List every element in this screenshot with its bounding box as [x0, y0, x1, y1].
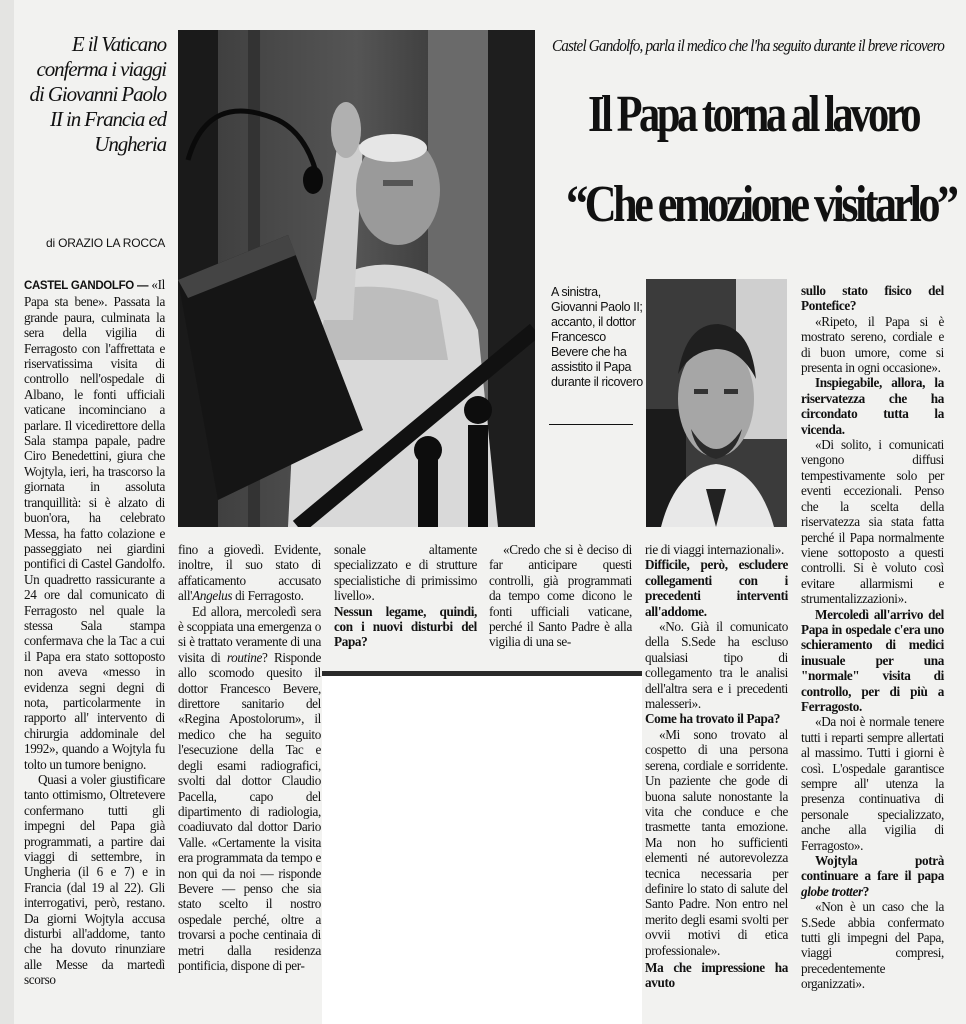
article-column-4	[489, 542, 632, 650]
col2-paragraph-1: fino a giovedì. Evidente, inoltre, il suo stato di affaticamento accusato all'	[178, 542, 321, 604]
dateline: CASTEL GANDOLFO —	[24, 280, 149, 292]
article-column-5	[645, 542, 788, 991]
col2-paragraph-2a: Ed allora, mercoledì sera è scoppiata una emergenza o si è trattato veramente di una visita di	[178, 603, 321, 665]
col2-routine: routine	[226, 649, 263, 665]
col5-question-2: Come ha trovato il Papa?	[645, 711, 780, 727]
byline: di ORAZIO LA ROCCA	[46, 236, 166, 250]
article-column-1	[24, 277, 165, 988]
col3-question-1: Nessun legame, quindi, con i nuovi disturbi del Papa?	[334, 603, 477, 650]
kicker: Castel Gandolfo, parla il medico che l'ha seguito durante il breve ricovero	[552, 36, 944, 55]
col5-paragraph-1: rie di viaggi internazionali».	[645, 542, 784, 557]
col2-angelus: Angelus	[192, 588, 233, 604]
col5-paragraph-2: «No. Già il comunicato della S.Sede ha escluso qualsiasi tipo di collegamento tra le analisi dell'altra sera e i precedenti malesseri».	[645, 619, 788, 712]
col2-paragraph-2b: ? Risponde allo scomodo quesito il dottor Francesco Bevere, direttore sanitario del «Regina Apostolorum», il medico che ha seguito l'esecuzione della Tac e degli esami radiografici, svolti dal dottor Claudio Pacella, capo del dipartimento di radiologia, coadiuvato dal dottor Dario Valle. «Certamente la visita era programmata da tempo e non qui da noi — risponde Bevere — penso che sia stato scelto il nostro ospedale perché, oltre a trovarsi a poche centinaia di metri dalla residenza pontificia, dispone di per-	[178, 649, 321, 973]
article-column-3	[334, 542, 477, 650]
article-column-2	[178, 542, 321, 973]
col5-question-3: Ma che impressione ha avuto	[645, 959, 788, 991]
caption-rule	[549, 424, 633, 425]
col6-question-1: Inspiegabile, allora, la riservatezza che ha circondato tutta la vicenda.	[801, 375, 944, 437]
col6-paragraph-3: «Da noi è normale tenere tutti i reparti sempre allertati al massimo. Tutti i giorni è così. L'ospedale garantisce sempre all' utenza la presenza continuativa di personale specializzato, anche alla vigilia di Ferragosto».	[801, 714, 944, 853]
col4-paragraph-1: «Credo che si è deciso di far anticipare questi controlli, già programmati da tempo come dicono le fonti ufficiali vaticane, perché il Santo Padre è alla vigilia di una se-	[489, 542, 632, 650]
page-edge	[0, 0, 14, 1024]
col6-question-3b: ?	[862, 883, 869, 899]
pope-photo-illustration	[178, 30, 535, 527]
side-headline: E il Vaticano conferma i viaggi di Giovanni Paolo II in Francia ed Ungheria	[29, 32, 166, 156]
col5-paragraph-3: «Mi sono trovato al cospetto di una persona serena, cordiale e sorridente. Un paziente che gode di buona salute nonostante la vita che conduce e che trasmette tanta emozione. Ma non ho sufficienti elementi né autorevolezza tecnica necessaria per definire lo stato di salute del Santo Padre. Non entro nel merito degli esami svolti per ovvii motivi di etica professionale».	[645, 726, 788, 958]
col6-question-2: Mercoledì all'arrivo del Papa in ospedale c'era uno schieramento di medici inusuale per una "normale" visita di controllo, per di più a Ferragosto.	[801, 606, 944, 714]
photo-caption: A sinistra, Giovanni Paolo II; accanto, il dottor Francesco Bevere che ha assistito il Papa durante il ricovero	[551, 285, 643, 389]
col2-paragraph-1-end: di Ferragosto.	[232, 588, 304, 604]
col6-question-0: sullo stato fisico del Pontefice?	[801, 283, 944, 314]
blank-area	[322, 676, 642, 1024]
headline-line-2: “Che emozione visitarlo”	[566, 176, 956, 233]
col6-globe-trotter: globe trotter	[801, 883, 863, 899]
doctor-photo-illustration	[646, 279, 787, 527]
col6-paragraph-2: «Di solito, i comunicati vengono diffusi tempestivamente solo per eventi eccezionali. Penso che la scelta della riservatezza sia stata fatta perché il Papa normalmente viene sottoposto a questi controlli. Si è voluto così evitare allarmismi e strumentalizzazioni».	[801, 437, 944, 607]
col6-question-3a: Wojtyla potrà continuare a fare il papa	[801, 853, 944, 884]
col6-paragraph-1: «Ripeto, il Papa si è mostrato sereno, cordiale e di buon umore, come si presenta in ogni occasione».	[801, 313, 944, 376]
pope-photo	[178, 30, 535, 527]
col3-paragraph-1: sonale altamente specializzato e di strutture specialistiche di primissimo livello».	[334, 542, 477, 604]
headline-line-1: Il Papa torna al lavoro	[588, 86, 919, 143]
col1-paragraph-2: Quasi a voler giustificare tanto ottimismo, Oltretevere confermano tutti gli impegni del Papa già programmati, a partire dai viaggi di settembre, in Ungheria (il 6 e 7) e in Francia (dal 19 al 22). Gli interrogativi, però, restano. Da giorni Wojtyla accusa disturbi all'addome, tanto che ha dovuto rinunziare alle Messe da martedì scorso	[24, 772, 165, 988]
doctor-photo	[646, 279, 787, 527]
article-column-6	[801, 283, 944, 992]
col6-paragraph-4: «Non è un caso che la S.Sede abbia confermato tutti gli impegni del Papa, viaggi compresi, precedentemente organizzati».	[801, 899, 944, 992]
col1-paragraph-1: «Il Papa sta bene». Passata la grande paura, culminata la sera della vigilia di Ferragosto con l'affrettata e riservatissima visita di controllo nell'ospedale di Albano, le fonti ufficiali vaticane incominciano a parlare. Il vicedirettore della Sala stampa papale, padre Ciro Benedettini, giura che Wojtyla, ieri, ha trascorso la giornata in assoluta tranquillità: si è alzato di buon'ora, ha celebrato Messa, ha fatto colazione e passeggiato nei giardini pontifici di Castel Gandolfo. Un quadretto rassicurante a 24 ore dal comunicato di Ferragosto nel quale la stessa Sala stampa confermava che la Tac a cui il Papa era stato sottoposto non aveva «messo in evidenza segni degni di nota, particolarmente in rapporto all' intervento di chirurgia addominale del 1992», quando a Wojtyla fu tolto un tumore benigno.	[24, 277, 165, 772]
col5-question-1: Difficile, però, escludere collegamenti con i precedenti interventi all'addome.	[645, 557, 788, 619]
